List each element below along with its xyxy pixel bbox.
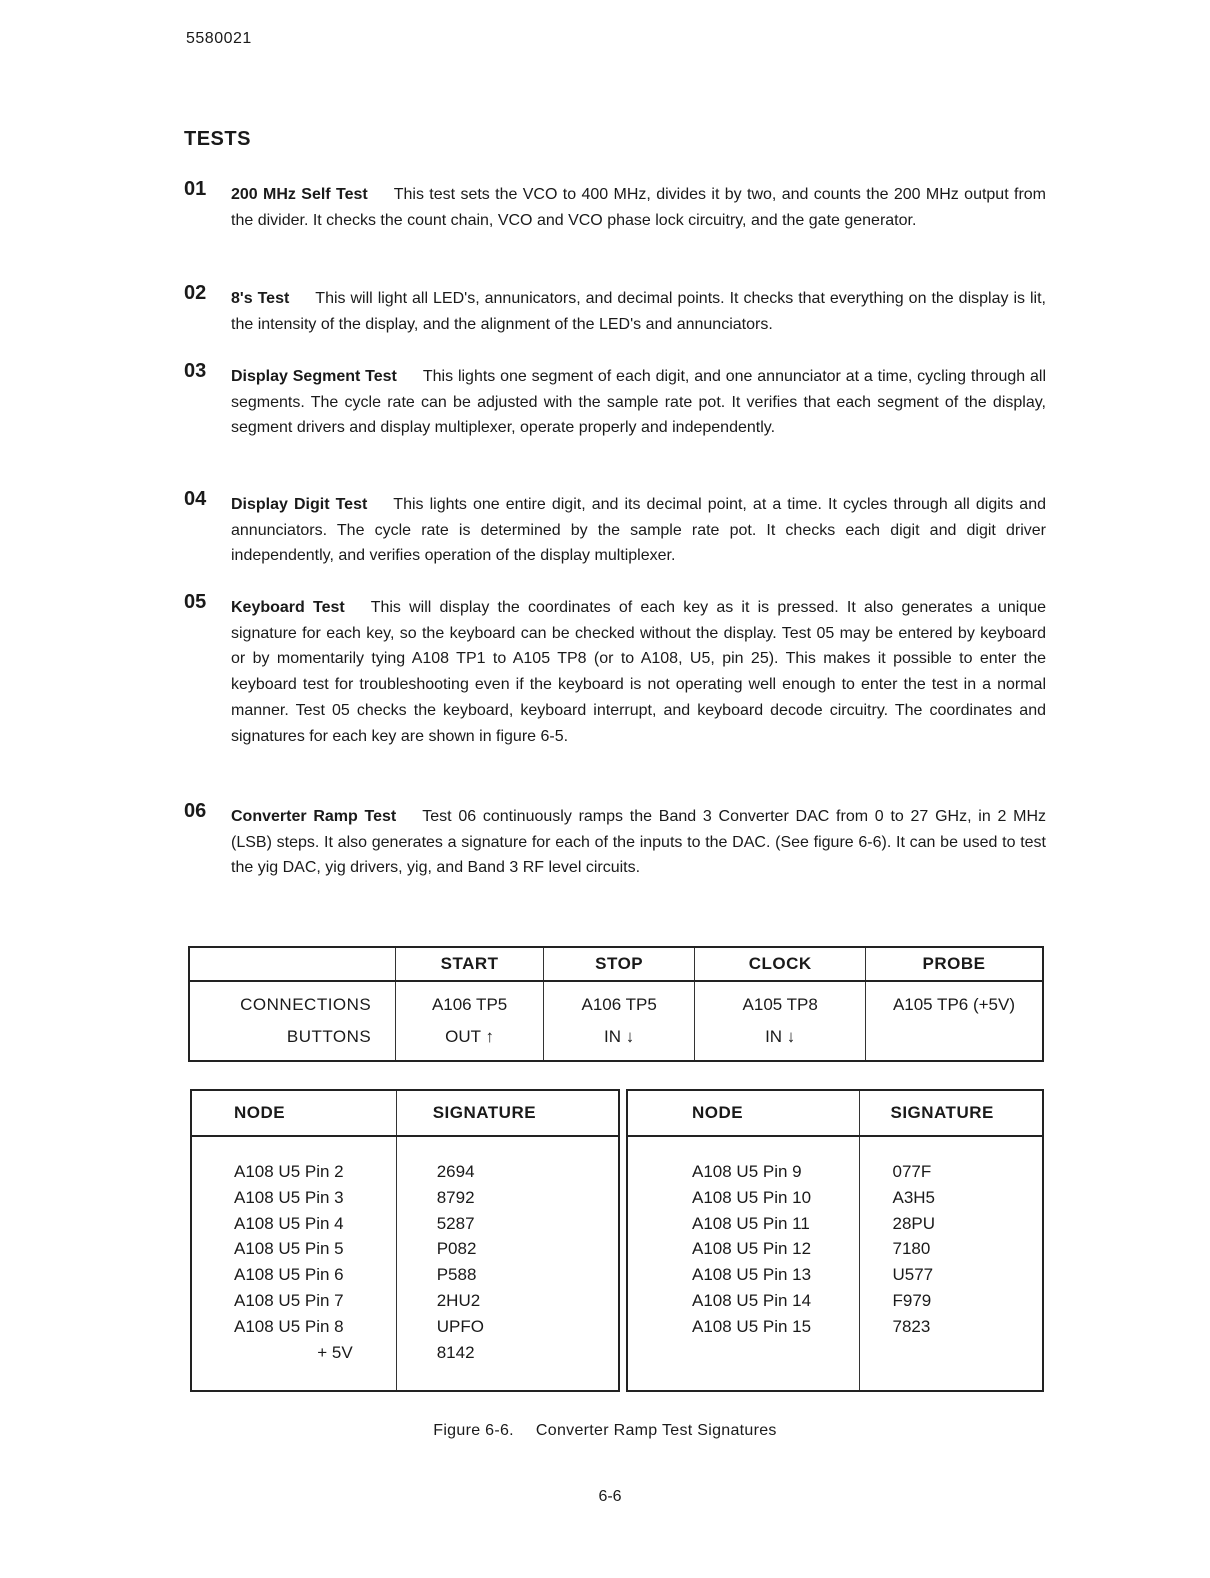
test-number: 04 bbox=[184, 488, 207, 510]
node-label: A108 U5 Pin 13 bbox=[692, 1265, 812, 1285]
signature-value: 7823 bbox=[892, 1316, 931, 1336]
test-number: 06 bbox=[184, 800, 207, 822]
test-entry-03 bbox=[184, 360, 1046, 441]
signature-column bbox=[860, 1136, 1043, 1391]
table-cell: IN ↓ bbox=[543, 1021, 695, 1061]
node-label: A108 U5 Pin 4 bbox=[234, 1213, 344, 1233]
signature-value: 8142 bbox=[436, 1342, 475, 1362]
signature-value: 077F bbox=[892, 1162, 932, 1181]
signature-value: 28PU bbox=[892, 1213, 936, 1233]
node-label: A108 U5 Pin 11 bbox=[692, 1213, 810, 1233]
test-title: 8's Test bbox=[231, 290, 290, 307]
signature-value: P082 bbox=[436, 1239, 477, 1259]
test-entry-02 bbox=[184, 282, 1046, 337]
signature-value: UPFO bbox=[436, 1316, 484, 1336]
signature-value: F979 bbox=[892, 1290, 932, 1310]
signature-value: 5287 bbox=[436, 1213, 475, 1233]
test-title: Display Digit Test bbox=[231, 496, 368, 513]
signature-table-right bbox=[626, 1089, 1044, 1392]
figure-title: Converter Ramp Test Signatures bbox=[535, 1422, 777, 1439]
table-header-cell: SIGNATURE bbox=[396, 1090, 619, 1136]
table-header-cell: PROBE bbox=[865, 947, 1043, 981]
test-title: Converter Ramp Test bbox=[231, 808, 397, 825]
signature-value: 2HU2 bbox=[436, 1290, 481, 1310]
table-cell: A106 TP5 bbox=[396, 981, 544, 1021]
table-header-row bbox=[189, 947, 1043, 981]
table-row bbox=[191, 1136, 619, 1391]
figure-caption bbox=[0, 1422, 1210, 1440]
test-number: 02 bbox=[184, 282, 207, 304]
table-header-cell: NODE bbox=[191, 1090, 396, 1136]
node-label: A108 U5 Pin 15 bbox=[692, 1316, 812, 1336]
table-header-cell: SIGNATURE bbox=[860, 1090, 1043, 1136]
test-description: Test 06 continuously ramps the Band 3 Converter DAC from 0 to 27 GHz, in 2 MHz (LSB) steps. It also generates a signature for each of the inputs to the DAC. (See figure 6-6). It can be used to test the yig DAC, yig drivers, yig, and Band 3 RF level circuits. bbox=[231, 808, 1047, 877]
test-entry-05 bbox=[184, 591, 1047, 749]
signature-analyzer-setup-table bbox=[188, 946, 1044, 1062]
node-label: A108 U5 Pin 14 bbox=[692, 1290, 812, 1310]
node-label: + 5V bbox=[317, 1342, 353, 1362]
table-header-cell: CLOCK bbox=[695, 947, 866, 981]
table-row-label: CONNECTIONS bbox=[240, 995, 372, 1014]
signature-value: U577 bbox=[892, 1265, 934, 1285]
test-number: 03 bbox=[184, 360, 207, 382]
node-label: A108 U5 Pin 7 bbox=[234, 1290, 344, 1310]
table-header-cell bbox=[189, 947, 396, 981]
table-row bbox=[189, 981, 1043, 1021]
figure-label: Figure 6-6. bbox=[433, 1422, 514, 1439]
test-description: This will display the coordinates of each key as it is pressed. It also generates a unique signature for each key, so the keyboard can be checked without the display. Test 05 may be entered by keyboard or by momentarily tying A108 TP1 to A105 TP8 (or to A108, U5, pin 25). This makes it possible to enter the keyboard test for troubleshooting even if the keyboard is not operating well enough to enter the test in a normal manner. Test 05 checks the keyboard, keyboard interrupt, and keyboard decode circuitry. The coordinates and signatures for each key are shown in figure 6-5. bbox=[231, 599, 1047, 745]
table-row bbox=[627, 1136, 1043, 1391]
table-header-cell: STOP bbox=[543, 947, 695, 981]
table-header-row bbox=[627, 1090, 1043, 1136]
test-description: This will light all LED's, annunicators, and decimal points. It checks that everything on the display is lit, the intensity of the display, and the alignment of the LED's and annunciators. bbox=[231, 290, 1046, 333]
table-header-row bbox=[191, 1090, 619, 1136]
test-entry-06 bbox=[184, 800, 1047, 881]
test-description: This test sets the VCO to 400 MHz, divides it by two, and counts the 200 MHz output from the divider. It checks the count chain, VCO and VCO phase lock circuitry, and the gate generator. bbox=[231, 186, 1047, 229]
test-number: 01 bbox=[184, 178, 207, 200]
table-cell: A106 TP5 bbox=[543, 981, 695, 1021]
table-row bbox=[189, 1021, 1043, 1061]
test-title: 200 MHz Self Test bbox=[231, 186, 368, 203]
node-label: A108 U5 Pin 12 bbox=[692, 1239, 812, 1259]
table-header-cell: NODE bbox=[627, 1090, 860, 1136]
node-label: A108 U5 Pin 9 bbox=[692, 1162, 802, 1181]
signature-value: P588 bbox=[436, 1265, 477, 1285]
table-cell: A105 TP8 bbox=[695, 981, 866, 1021]
node-column bbox=[627, 1136, 860, 1391]
table-cell: IN ↓ bbox=[695, 1021, 866, 1061]
test-title: Keyboard Test bbox=[231, 599, 345, 616]
table-cell: A105 TP6 (+5V) bbox=[865, 981, 1043, 1021]
node-label: A108 U5 Pin 8 bbox=[234, 1316, 344, 1336]
test-description: This lights one entire digit, and its decimal point, at a time. It cycles through all digits and annunciators. The cycle rate is determined by the sample rate pot. It checks each digit and digit driver independently, and verifies operation of the display multiplexer. bbox=[231, 496, 1046, 565]
document-number: 5580021 bbox=[186, 30, 252, 47]
signature-value: 7180 bbox=[892, 1239, 931, 1259]
test-number: 05 bbox=[184, 591, 207, 613]
test-entry-01 bbox=[184, 178, 1047, 233]
node-label: A108 U5 Pin 6 bbox=[234, 1265, 344, 1285]
table-cell: OUT ↑ bbox=[396, 1021, 544, 1061]
table-row-label: BUTTONS bbox=[286, 1027, 372, 1046]
node-column bbox=[191, 1136, 396, 1391]
signature-tables bbox=[190, 1089, 1044, 1392]
test-title: Display Segment Test bbox=[231, 368, 397, 385]
signature-value: 8792 bbox=[436, 1187, 475, 1207]
signature-table-left bbox=[190, 1089, 620, 1392]
node-label: A108 U5 Pin 5 bbox=[234, 1239, 344, 1259]
section-heading: TESTS bbox=[184, 128, 251, 150]
test-entry-04 bbox=[184, 488, 1046, 569]
signature-value: A3H5 bbox=[892, 1187, 936, 1207]
test-description: This lights one segment of each digit, and one annunciator at a time, cycling through all segments. The cycle rate can be adjusted with the sample rate pot. It verifies that each segment of the display, segment drivers and display multiplexer, operate properly and independently. bbox=[231, 368, 1046, 437]
node-label: A108 U5 Pin 10 bbox=[692, 1187, 812, 1207]
node-label: A108 U5 Pin 3 bbox=[234, 1187, 344, 1207]
page-number: 6-6 bbox=[598, 1488, 622, 1505]
table-header-cell: START bbox=[396, 947, 544, 981]
signature-column bbox=[396, 1136, 619, 1391]
node-label: A108 U5 Pin 2 bbox=[234, 1162, 344, 1181]
signature-value: 2694 bbox=[436, 1162, 475, 1181]
table-cell bbox=[865, 1021, 1043, 1061]
